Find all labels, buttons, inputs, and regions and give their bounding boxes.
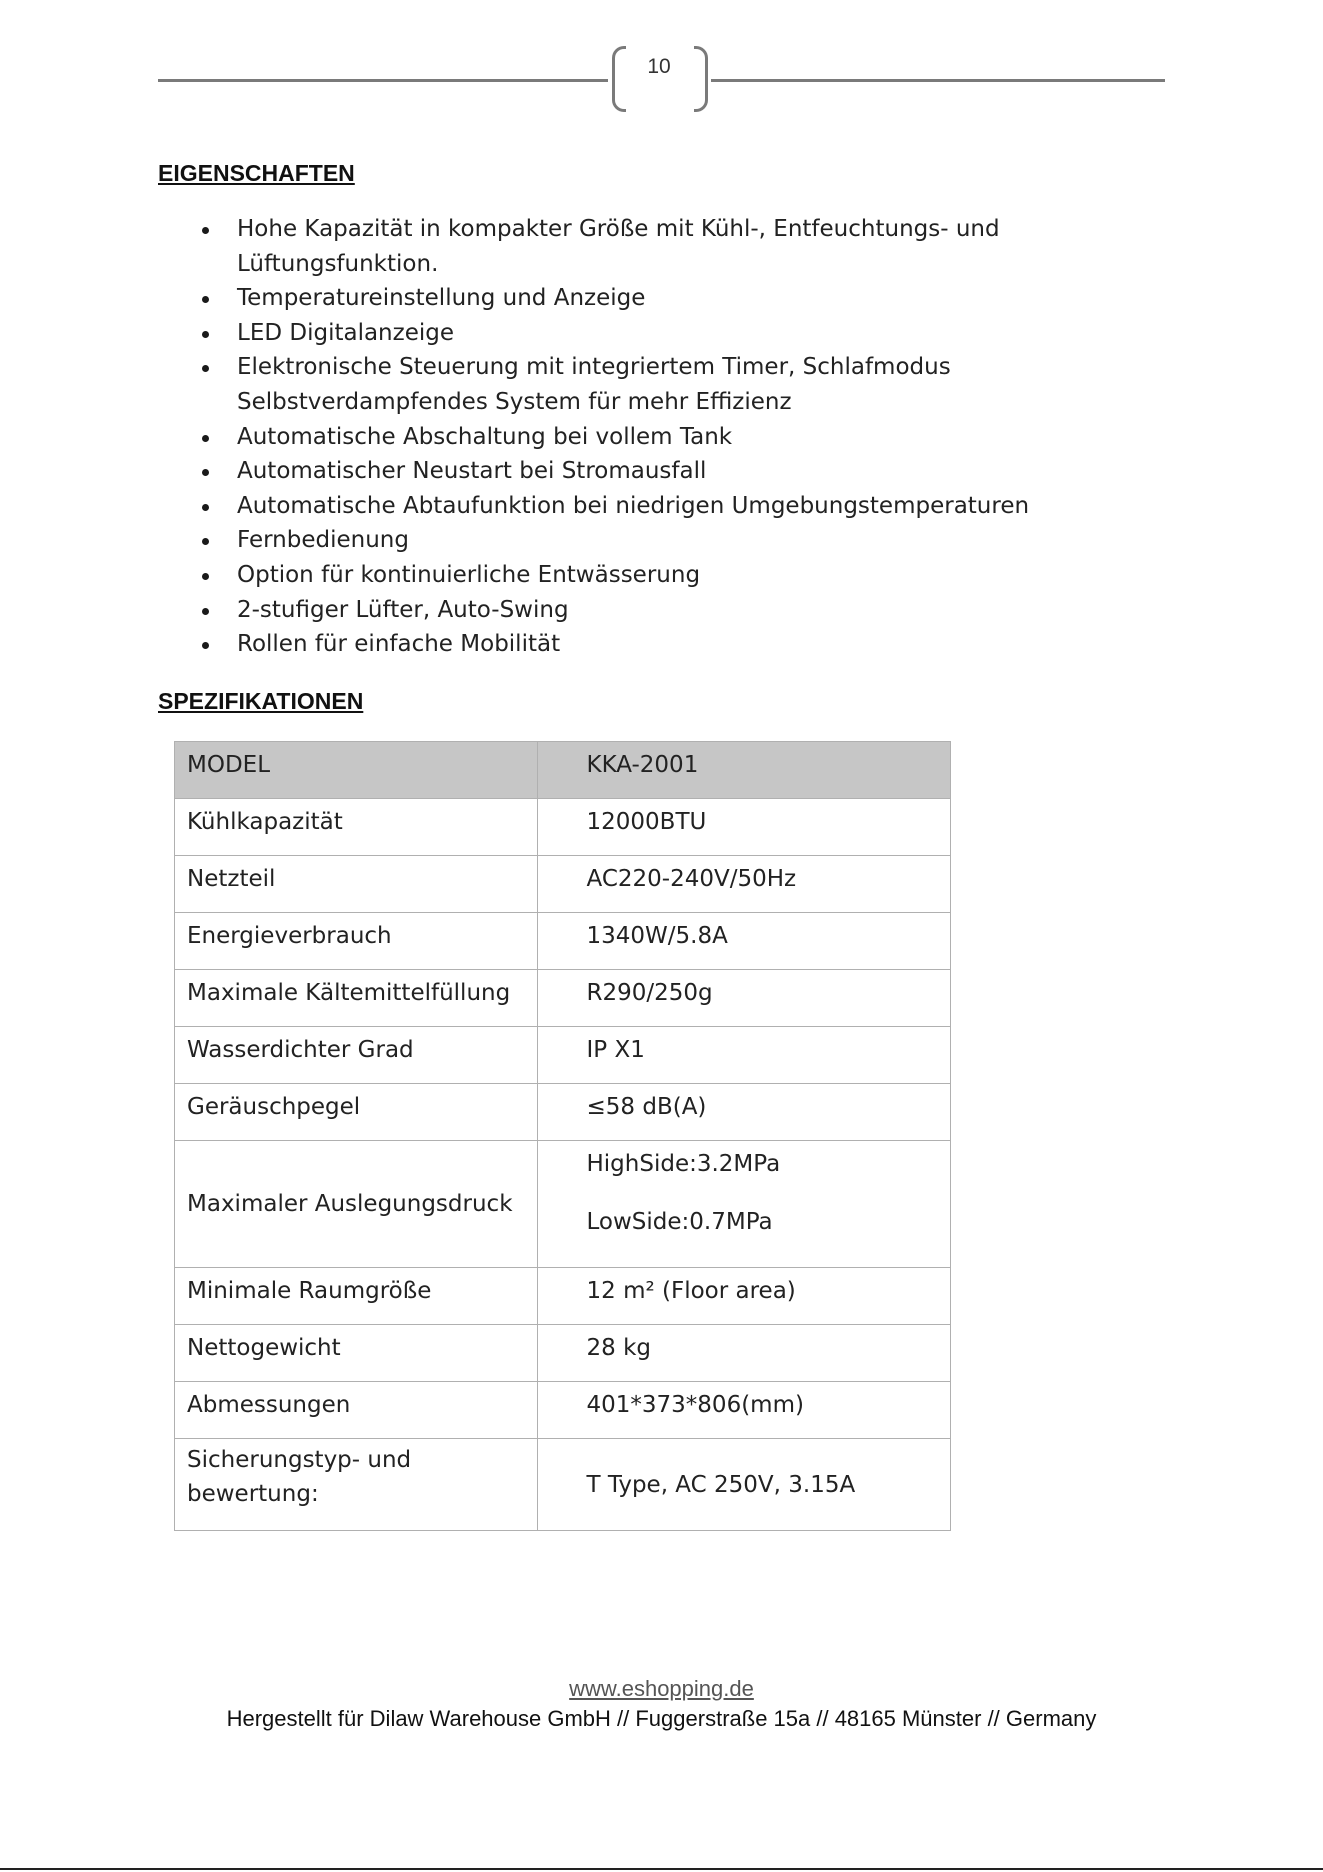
- list-item: Temperatureinstellung und Anzeige: [200, 281, 1100, 316]
- table-row: [175, 1027, 951, 1084]
- list-item: Automatischer Neustart bei Stromausfall: [200, 454, 1100, 489]
- table-row: [175, 970, 951, 1027]
- table-cell-label: Maximaler Auslegungsdruck: [175, 1141, 538, 1268]
- table-row: [175, 1141, 951, 1268]
- table-cell-value: IP X1: [537, 1027, 951, 1084]
- features-list: [200, 212, 1100, 662]
- table-cell-label: Energieverbrauch: [175, 913, 538, 970]
- table-row: [175, 1268, 951, 1325]
- footer-address: Hergestellt für Dilaw Warehouse GmbH // Fuggerstraße 15a // 48165 Münster // Germany: [226, 1706, 1097, 1731]
- header-bracket-left: [612, 46, 626, 112]
- table-cell-label: Wasserdichter Grad: [175, 1027, 538, 1084]
- specs-heading: SPEZIFIKATIONEN: [158, 688, 364, 714]
- pressure-low: LowSide:0.7MPa: [586, 1209, 773, 1235]
- table-cell-label: Kühlkapazität: [175, 799, 538, 856]
- list-item: Automatische Abtaufunktion bei niedrigen Umgebungstemperaturen: [200, 489, 1100, 524]
- fuse-label-line2: bewertung:: [187, 1481, 319, 1507]
- spec-table: [174, 741, 951, 1531]
- fuse-label-line1: Sicherungstyp- und: [187, 1447, 412, 1473]
- footer-url[interactable]: www.eshopping.de: [569, 1676, 754, 1701]
- list-item: Automatische Abschaltung bei vollem Tank: [200, 420, 1100, 455]
- table-cell-label: Maximale Kältemittelfüllung: [175, 970, 538, 1027]
- table-cell-value: 401*373*806(mm): [537, 1382, 951, 1439]
- table-cell-value: 28 kg: [537, 1325, 951, 1382]
- table-cell-label: MODEL: [175, 742, 538, 799]
- pressure-high: HighSide:3.2MPa: [586, 1151, 781, 1177]
- table-row: [175, 1084, 951, 1141]
- table-cell-label: Minimale Raumgröße: [175, 1268, 538, 1325]
- table-header-row: [175, 742, 951, 799]
- page-number: 10: [647, 55, 671, 78]
- table-cell-value: R290/250g: [537, 970, 951, 1027]
- list-item: Rollen für einfache Mobilität: [200, 627, 1100, 662]
- table-row: [175, 913, 951, 970]
- table-cell-label: Nettogewicht: [175, 1325, 538, 1382]
- table-cell-value: AC220-240V/50Hz: [537, 856, 951, 913]
- list-item: Elektronische Steuerung mit integriertem Timer, Schlafmodus Selbstverdampfendes System für mehr Effizienz: [200, 350, 1100, 419]
- table-row: [175, 856, 951, 913]
- table-cell-value: T Type, AC 250V, 3.15A: [537, 1439, 951, 1531]
- table-cell-value: 12 m² (Floor area): [537, 1268, 951, 1325]
- table-cell-value: 12000BTU: [537, 799, 951, 856]
- table-cell-label: Geräuschpegel: [175, 1084, 538, 1141]
- list-item: LED Digitalanzeige: [200, 316, 1100, 351]
- table-row: [175, 799, 951, 856]
- header-bracket-right: [694, 46, 708, 112]
- list-item: Fernbedienung: [200, 523, 1100, 558]
- header-rule-right: [711, 79, 1165, 82]
- list-item: 2-stufiger Lüfter, Auto-Swing: [200, 593, 1100, 628]
- header-rule-left: [158, 79, 608, 82]
- features-heading: EIGENSCHAFTEN: [158, 160, 355, 186]
- list-item: Hohe Kapazität in kompakter Größe mit Kühl-, Entfeuchtungs- und Lüftungsfunktion.: [200, 212, 1100, 281]
- table-cell-value: KKA-2001: [537, 742, 951, 799]
- table-cell-value: [537, 1141, 951, 1268]
- table-row: [175, 1439, 951, 1531]
- bottom-rule: [0, 1868, 1323, 1870]
- table-cell-label: Netzteil: [175, 856, 538, 913]
- list-item: Option für kontinuierliche Entwässerung: [200, 558, 1100, 593]
- table-row: [175, 1382, 951, 1439]
- table-cell-label: [175, 1439, 538, 1531]
- table-cell-label: Abmessungen: [175, 1382, 538, 1439]
- table-row: [175, 1325, 951, 1382]
- table-cell-value: ≤58 dB(A): [537, 1084, 951, 1141]
- table-cell-value: 1340W/5.8A: [537, 913, 951, 970]
